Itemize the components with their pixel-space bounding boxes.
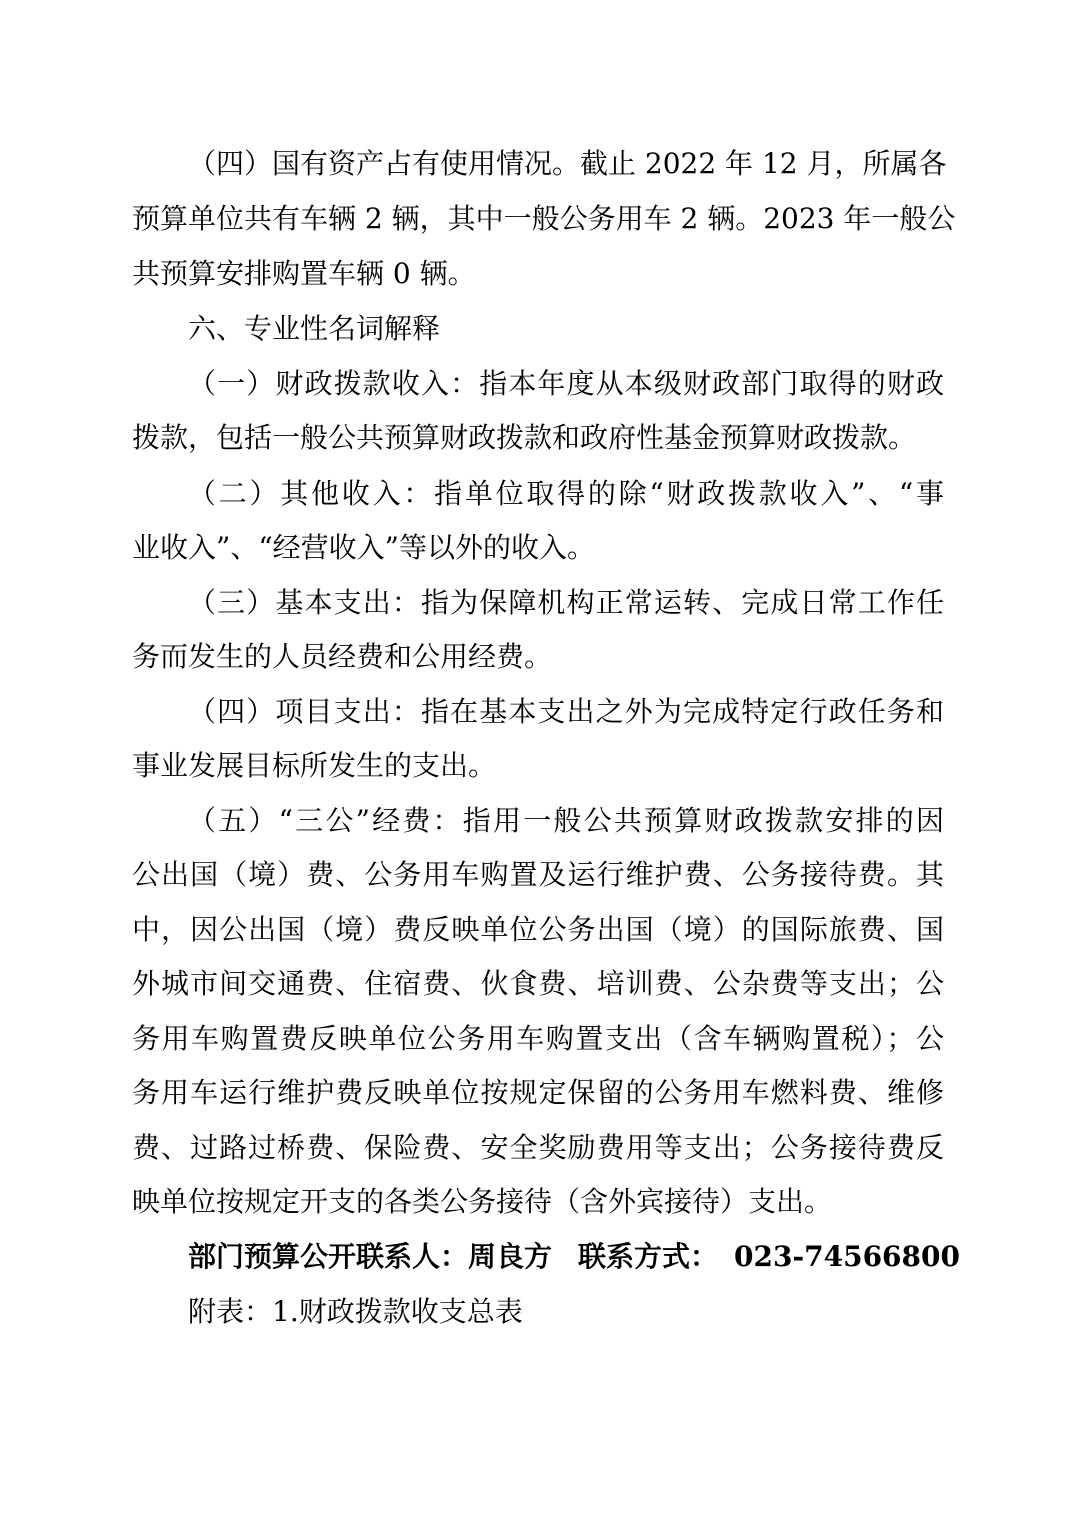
term-2-line-2: 业收入”、“经营收入”等以外的收入。 (132, 531, 595, 564)
term-5-line-1: （五）“三公”经费：指用一般公共预算财政拨款安排的因 (188, 804, 944, 837)
term-1-line-1: （一）财政拨款收入：指本年度从本级财政部门取得的财政 (188, 367, 944, 400)
term-5-line-7: 费、过路过桥费、保险费、安全奖励费用等支出；公务接待费反 (132, 1131, 944, 1164)
term-3-line-1: （三）基本支出：指为保障机构正常运转、完成日常工作任 (188, 586, 944, 619)
assets-paragraph-line-2: 预算单位共有车辆 2 辆，其中一般公务用车 2 辆。2023 年一般公 (132, 202, 956, 235)
contact-method-label: 联系方式： (578, 1240, 719, 1273)
term-5-line-3: 中，因公出国（境）费反映单位公务出国（境）的国际旅费、国 (132, 913, 944, 946)
assets-paragraph-line-3: 共预算安排购置车辆 0 辆。 (132, 257, 476, 290)
term-5-line-8: 映单位按规定开支的各类公务接待（含外宾接待）支出。 (132, 1185, 833, 1218)
term-5-line-2: 公出国（境）费、公务用车购置及运行维护费、公务接待费。其 (132, 858, 944, 891)
section-heading-terms: 六、专业性名词解释 (188, 312, 441, 345)
contact-person-name: 周良方 (468, 1240, 553, 1273)
term-4-line-1: （四）项目支出：指在基本支出之外为完成特定行政任务和 (188, 695, 944, 728)
contact-line (188, 1240, 960, 1274)
term-2-line-1: （二）其他收入：指单位取得的除“财政拨款收入”、“事 (188, 477, 944, 510)
assets-paragraph-line-1: （四）国有资产占有使用情况。截止 2022 年 12 月，所属各 (188, 147, 947, 180)
term-5-line-6: 务用车运行维护费反映单位按规定保留的公务用车燃料费、维修 (132, 1076, 944, 1109)
contact-phone: 023-74566800 (734, 1240, 960, 1273)
term-5-line-5: 务用车购置费反映单位公务用车购置支出（含车辆购置税）；公 (132, 1022, 944, 1055)
term-5-line-4: 外城市间交通费、住宿费、伙食费、培训费、公杂费等支出；公 (132, 967, 944, 1000)
term-4-line-2: 事业发展目标所发生的支出。 (132, 749, 497, 782)
contact-person-label: 部门预算公开联系人： (188, 1240, 469, 1273)
attachment-line: 附表：1.财政拨款收支总表 (188, 1295, 523, 1328)
term-1-line-2: 拨款，包括一般公共预算财政拨款和政府性基金预算财政拨款。 (132, 421, 917, 454)
term-3-line-2: 务而发生的人员经费和公用经费。 (132, 640, 553, 673)
